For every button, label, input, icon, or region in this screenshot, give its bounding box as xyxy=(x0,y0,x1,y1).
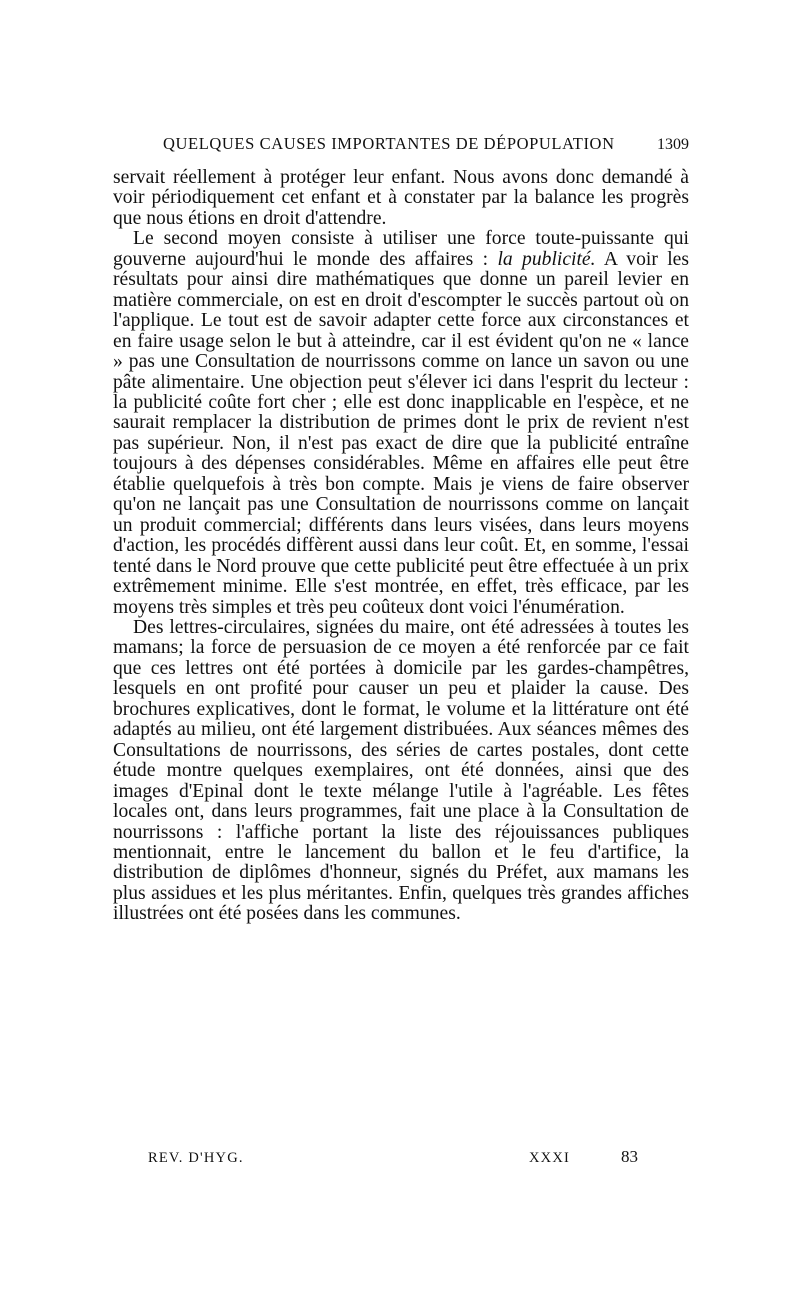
page-footer xyxy=(148,1147,638,1167)
paragraph-text: Des lettres-circulaires, signées du maire, ont été adressées à toutes les mamans; la force de persuasion de ce moyen a été renforcée par ce fait que ces lettres ont été portées à domicile par les gardes-champêtres, lesquels en ont profité pour causer un peu et plaider la cause. Des brochures explicatives, dont le format, le volume et la littérature ont été adaptés au milieu, ont été largement distribuées. Aux séances mêmes des Consultations de nourrissons, des séries de cartes postales, dont cette étude montre quelques exemplaires, ont été données, ainsi que des images d'Epinal dont le texte mélange l'utile à l'agréable. Les fêtes locales ont, dans leurs programmes, fait une place à la Consultation de nourrissons : l'affiche portant la liste des réjouissances publiques mentionnait, entre le lancement du ballon et le feu d'artifice, la distribution de diplômes d'honneur, signés du Préfet, aux mamans les plus assidues et les plus méritantes. Enfin, quelques très grandes affiches illustrées ont été posées dans les communes. xyxy=(113,616,689,925)
paragraph-continued xyxy=(113,168,689,229)
page-number: 1309 xyxy=(657,136,689,153)
running-head xyxy=(113,134,689,164)
paragraph-moyens xyxy=(113,618,689,925)
paragraph-publicite xyxy=(113,229,689,618)
body-text xyxy=(113,168,689,925)
paragraph-text: A voir les résultats pour ainsi dire mathématiques que donne un pareil levier en matière commerciale, on est en droit d'escompter le succès partout où on l'applique. Le tout est de savoir adapter cette force aux circonstances et en faire usage selon le but à atteindre, car il est évident qu'on ne « lance » pas une Consultation de nourrissons comme on lance un savon ou une pâte alimentaire. Une objection peut s'élever ici dans l'esprit du lecteur : la publicité coûte fort cher ; elle est donc inapplicable en l'espèce, et ne saurait remplacer la distribution de primes dont le prix de revient n'est pas supérieur. Non, il n'est pas exact de dire que la publicité entraîne toujours à des dépenses considérables. Même en affaires elle peut être établie quelquefois à très bon compte. Mais je viens de faire observer qu'on ne lançait pas une Consultation de nourrissons comme on lançait un produit commercial; différents dans leurs visées, dans leurs moyens d'action, les procédés diffèrent aussi dans leur coût. Et, en somme, l'essai tenté dans le Nord prouve que cette publicité peut être effectuée à un prix extrêmement minime. Elle s'est montrée, en effet, très efficace, par les moyens très simples et très peu coûteux dont voici l'énumération. xyxy=(113,248,689,618)
sheet-number: 83 xyxy=(621,1147,638,1166)
paragraph-text: Le second moyen consiste à utiliser une force toute-puissante qui gouverne aujourd'hui le monde des affaires : xyxy=(113,228,689,270)
running-title: QUELQUES CAUSES IMPORTANTES DE DÉPOPULATION xyxy=(163,134,615,153)
emphasized-term: la publicité. xyxy=(497,248,596,270)
paragraph-text: servait réellement à protéger leur enfant. Nous avons donc demandé à voir périodiquement cet enfant et à constater par la balance les progrès que nous étions en droit d'attendre. xyxy=(113,167,689,229)
page xyxy=(113,134,689,925)
journal-abbreviation: REV. D'HYG. xyxy=(148,1150,244,1166)
signature-mark: XXXI xyxy=(529,1150,571,1166)
